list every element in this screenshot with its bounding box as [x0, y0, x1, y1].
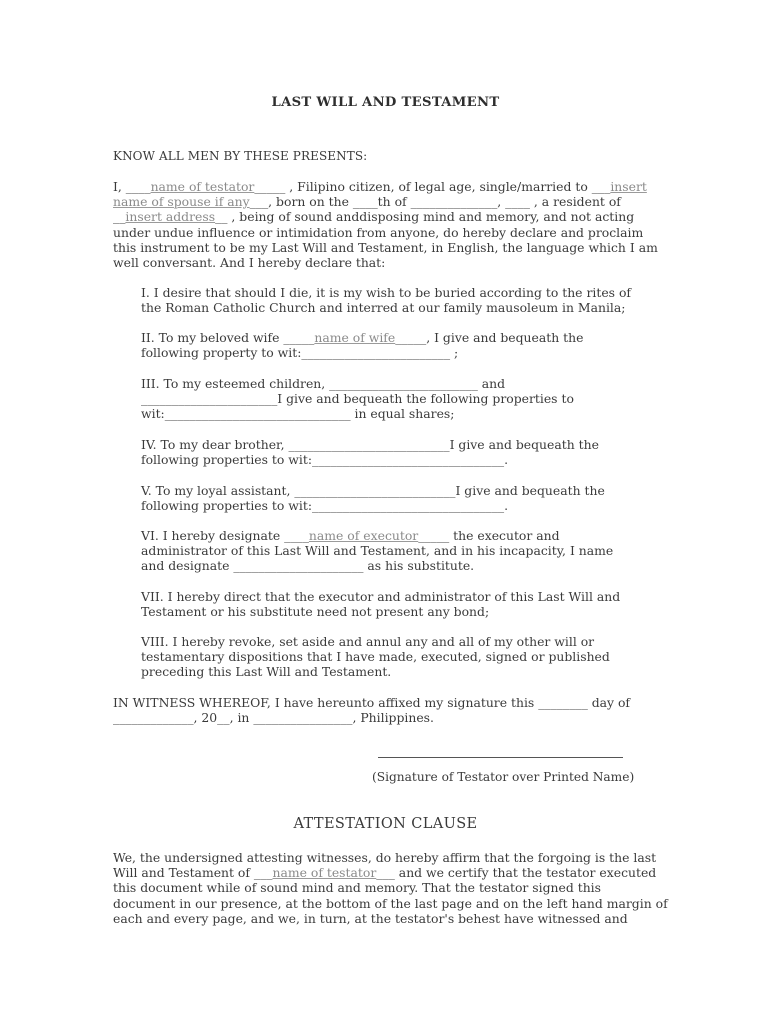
clause-line: administrator of this Last Will and Testament, and in his incapacity, I name	[141, 543, 614, 559]
witness-paragraph	[113, 695, 658, 725]
clause-line: III. To my esteemed children, ________________________ and	[141, 376, 506, 391]
intro-line	[113, 179, 658, 194]
text-run: VI. I hereby designate ____	[141, 528, 309, 543]
clause-2	[141, 330, 641, 360]
placeholder-testator-name-attestation[interactable]: name of testator	[272, 865, 377, 881]
clause-line: VIII. I hereby revoke, set aside and annul any and all of my other will or	[141, 634, 595, 649]
attestation-line: each and every page, and we, in turn, at the testator's behest have witnessed and	[113, 910, 628, 926]
clause-line: the Roman Catholic Church and interred at our family mausoleum in Manila;	[141, 300, 626, 316]
text-run: II. To my beloved wife _____	[141, 330, 315, 345]
clause-line: following properties to wit:_______________________________.	[141, 452, 509, 468]
placeholder-executor-name[interactable]: name of executor	[308, 528, 419, 543]
intro-paragraph	[113, 179, 658, 270]
clause-line: VII. I hereby direct that the executor and administrator of this Last Will and	[141, 589, 621, 604]
clause-line: wit:______________________________ in equal shares;	[141, 406, 455, 422]
text-run: __	[113, 209, 126, 225]
clause-8	[141, 634, 641, 680]
clause-3	[141, 376, 641, 422]
intro-line: this instrument to be my Last Will and Testament, in English, the language which I am	[113, 239, 658, 255]
clause-line: V. To my loyal assistant, __________________________I give and bequeath the	[141, 483, 605, 498]
text-run: I, ____	[113, 179, 151, 194]
attestation-line: We, the undersigned attesting witnesses, do hereby affirm that the forgoing is the last	[113, 850, 657, 865]
intro-line	[113, 209, 658, 224]
clause-line: Testament or his substitute need not present any bond;	[141, 604, 490, 620]
attestation-title: ATTESTATION CLAUSE	[293, 816, 478, 832]
clause-line: following property to wit:________________________ ;	[141, 345, 459, 361]
placeholder-address[interactable]: insert address	[125, 209, 216, 225]
clause-line: testamentary dispositions that I have made, executed, signed or published	[141, 649, 610, 665]
clause-line	[141, 528, 641, 543]
clause-line: ______________________I give and bequeath the following properties to	[141, 391, 574, 407]
document-title: LAST WILL AND TESTAMENT	[271, 95, 500, 110]
text-run: _____ the executor and	[418, 528, 560, 543]
attestation-paragraph	[113, 850, 668, 926]
text-run: Will and Testament of ___	[113, 865, 273, 881]
clause-7	[141, 589, 641, 619]
text-run: _____, I give and bequeath the	[395, 330, 584, 345]
intro-line	[113, 194, 658, 209]
intro-line: well conversant. And I hereby declare that:	[113, 254, 386, 270]
text-run: ___, born on the ____th of ______________, ____ , a resident of	[249, 194, 621, 210]
clause-6	[141, 528, 641, 574]
know-all-heading: KNOW ALL MEN BY THESE PRESENTS:	[113, 149, 368, 163]
clause-line	[141, 330, 641, 345]
placeholder-wife-name[interactable]: name of wife	[314, 330, 396, 345]
clause-1	[141, 285, 641, 315]
witness-line: IN WITNESS WHEREOF, I have hereunto affixed my signature this ________ day of	[113, 695, 631, 710]
signature-label: (Signature of Testator over Printed Name)	[372, 770, 635, 784]
signature-line[interactable]	[378, 757, 623, 758]
placeholder-spouse-name[interactable]: name of spouse if any	[113, 194, 250, 210]
attestation-line: this document while of sound mind and memory. That the testator signed this	[113, 880, 602, 896]
attestation-line: document in our presence, at the bottom of the last page and on the left hand margin of	[113, 895, 668, 911]
clause-line: I. I desire that should I die, it is my wish to be buried according to the rites of	[141, 285, 631, 300]
placeholder-testator-name[interactable]: name of testator	[150, 179, 255, 194]
clause-line: and designate _____________________ as his substitute.	[141, 558, 475, 574]
text-run: ___ and we certify that the testator executed	[376, 865, 657, 881]
clause-5	[141, 483, 641, 513]
intro-line: under undue influence or intimidation from anyone, do hereby declare and proclaim	[113, 224, 644, 240]
witness-line: _____________, 20__, in ________________, Philippines.	[113, 710, 434, 726]
attestation-line	[113, 865, 658, 880]
text-run: __ , being of sound anddisposing mind and memory, and not acting	[215, 209, 635, 225]
clause-line: IV. To my dear brother, __________________________I give and bequeath the	[141, 437, 599, 452]
placeholder-spouse-insert[interactable]: insert	[610, 179, 647, 194]
clause-line: preceding this Last Will and Testament.	[141, 664, 392, 680]
clause-4	[141, 437, 641, 467]
clause-line: following properties to wit:_______________________________.	[141, 498, 509, 514]
text-run: _____ , Filipino citizen, of legal age, single/married to ___	[254, 179, 611, 194]
